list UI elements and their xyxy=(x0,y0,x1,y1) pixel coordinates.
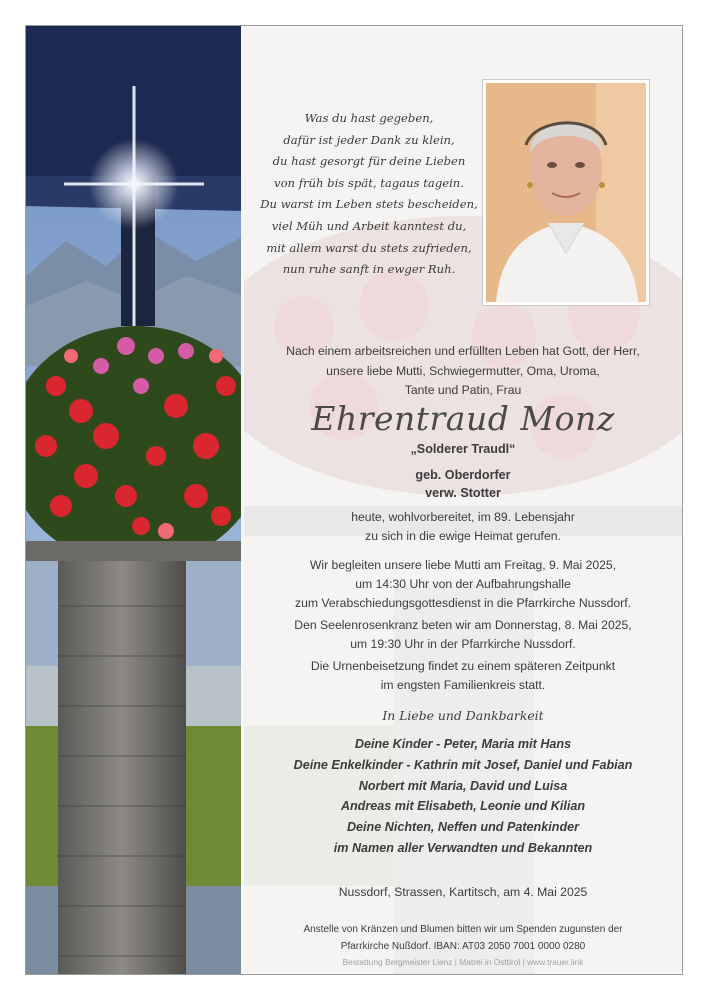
place-date: Nussdorf, Strassen, Kartitsch, am 4. Mai 2025 xyxy=(338,885,588,899)
passing-line: zu sich in die ewige Heimat gerufen. xyxy=(365,529,561,543)
poem-line: Du warst im Leben stets bescheiden, xyxy=(260,197,478,212)
undertaker-footer: Bestattung Bergmeister Lienz | Matrei in Osttirol | www.trauer.link xyxy=(342,957,584,967)
rosary-line: um 19:30 Uhr in der Pfarrkirche Nussdorf. xyxy=(350,637,576,651)
memorial-poem xyxy=(254,108,484,281)
urn-line: im engsten Familienkreis statt. xyxy=(380,678,546,692)
nickname: „Solderer Traudl“ xyxy=(410,442,516,456)
passing-line: heute, wohlvorbereitet, im 89. Lebensjahr xyxy=(351,510,575,524)
mourner-line: Deine Kinder - Peter, Maria mit Hans xyxy=(354,737,572,751)
mourner-line: Andreas mit Elisabeth, Leonie und Kilian xyxy=(340,799,586,814)
mourner-line: Norbert mit Maria, David und Luisa xyxy=(358,778,568,793)
funeral-line: zum Verabschiedungsgottesdienst in die Pfarrkirche Nussdorf. xyxy=(294,596,631,610)
donation-line: Anstelle von Kränzen und Blumen bitten wir um Spenden zugunsten der xyxy=(303,924,623,935)
intro-line: Tante und Patin, Frau xyxy=(404,383,522,397)
donation-line: Pfarrkirche Nußdorf. IBAN: AT03 2050 7001 0000 0280 xyxy=(340,941,586,952)
memorial-photo xyxy=(26,26,244,974)
poem-line: von früh bis spät, tagaus tagein. xyxy=(274,175,464,190)
birth-name: geb. Oberdorfer xyxy=(415,468,511,482)
widowed-name: verw. Stotter xyxy=(425,486,501,500)
urn-burial-info xyxy=(244,657,682,695)
rosary-info xyxy=(244,616,682,654)
rosary-line: Den Seelenrosenkranz beten wir am Donnerstag, 8. Mai 2025, xyxy=(294,618,632,632)
poem-line: nun ruhe sanft in ewger Ruh. xyxy=(282,262,456,277)
poem-line: viel Müh und Arbeit kanntest du, xyxy=(271,218,467,233)
intro-text xyxy=(244,342,682,401)
portrait-photo xyxy=(482,79,650,306)
poem-line: Was du hast gegeben, xyxy=(304,111,434,125)
funeral-line: Wir begleiten unsere liebe Mutti am Freitag, 9. Mai 2025, xyxy=(309,558,617,572)
funeral-info xyxy=(244,556,682,613)
poem-line: dafür ist jeder Dank zu klein, xyxy=(283,132,455,147)
poem-line: du hast gesorgt für deine Lieben xyxy=(272,154,466,169)
maiden-names xyxy=(244,466,682,502)
obituary-card xyxy=(25,25,683,975)
gratitude-heading: In Liebe und Dankbarkeit xyxy=(382,708,544,723)
deceased-name: Ehrentraud Monz xyxy=(311,399,615,438)
intro-line: Nach einem arbeitsreichen und erfüllten Leben hat Gott, der Herr, xyxy=(286,344,640,358)
mourner-line: Deine Enkelkinder - Kathrin mit Josef, Daniel und Fabian xyxy=(293,757,633,772)
intro-line: unsere liebe Mutti, Schwiegermutter, Oma, Uroma, xyxy=(326,363,600,378)
poem-line: mit allem warst du stets zufrieden, xyxy=(266,240,472,255)
mourners-list xyxy=(244,734,682,859)
donation-note xyxy=(244,921,682,955)
funeral-line: um 14:30 Uhr von der Aufbahrungshalle xyxy=(355,577,571,591)
passing-text xyxy=(244,508,682,546)
mourner-line: im Namen aller Verwandten und Bekannten xyxy=(333,840,593,855)
urn-line: Die Urnenbeisetzung findet zu einem späteren Zeitpunkt xyxy=(310,659,616,673)
mourner-line: Deine Nichten, Neffen und Patenkinder xyxy=(346,820,580,835)
